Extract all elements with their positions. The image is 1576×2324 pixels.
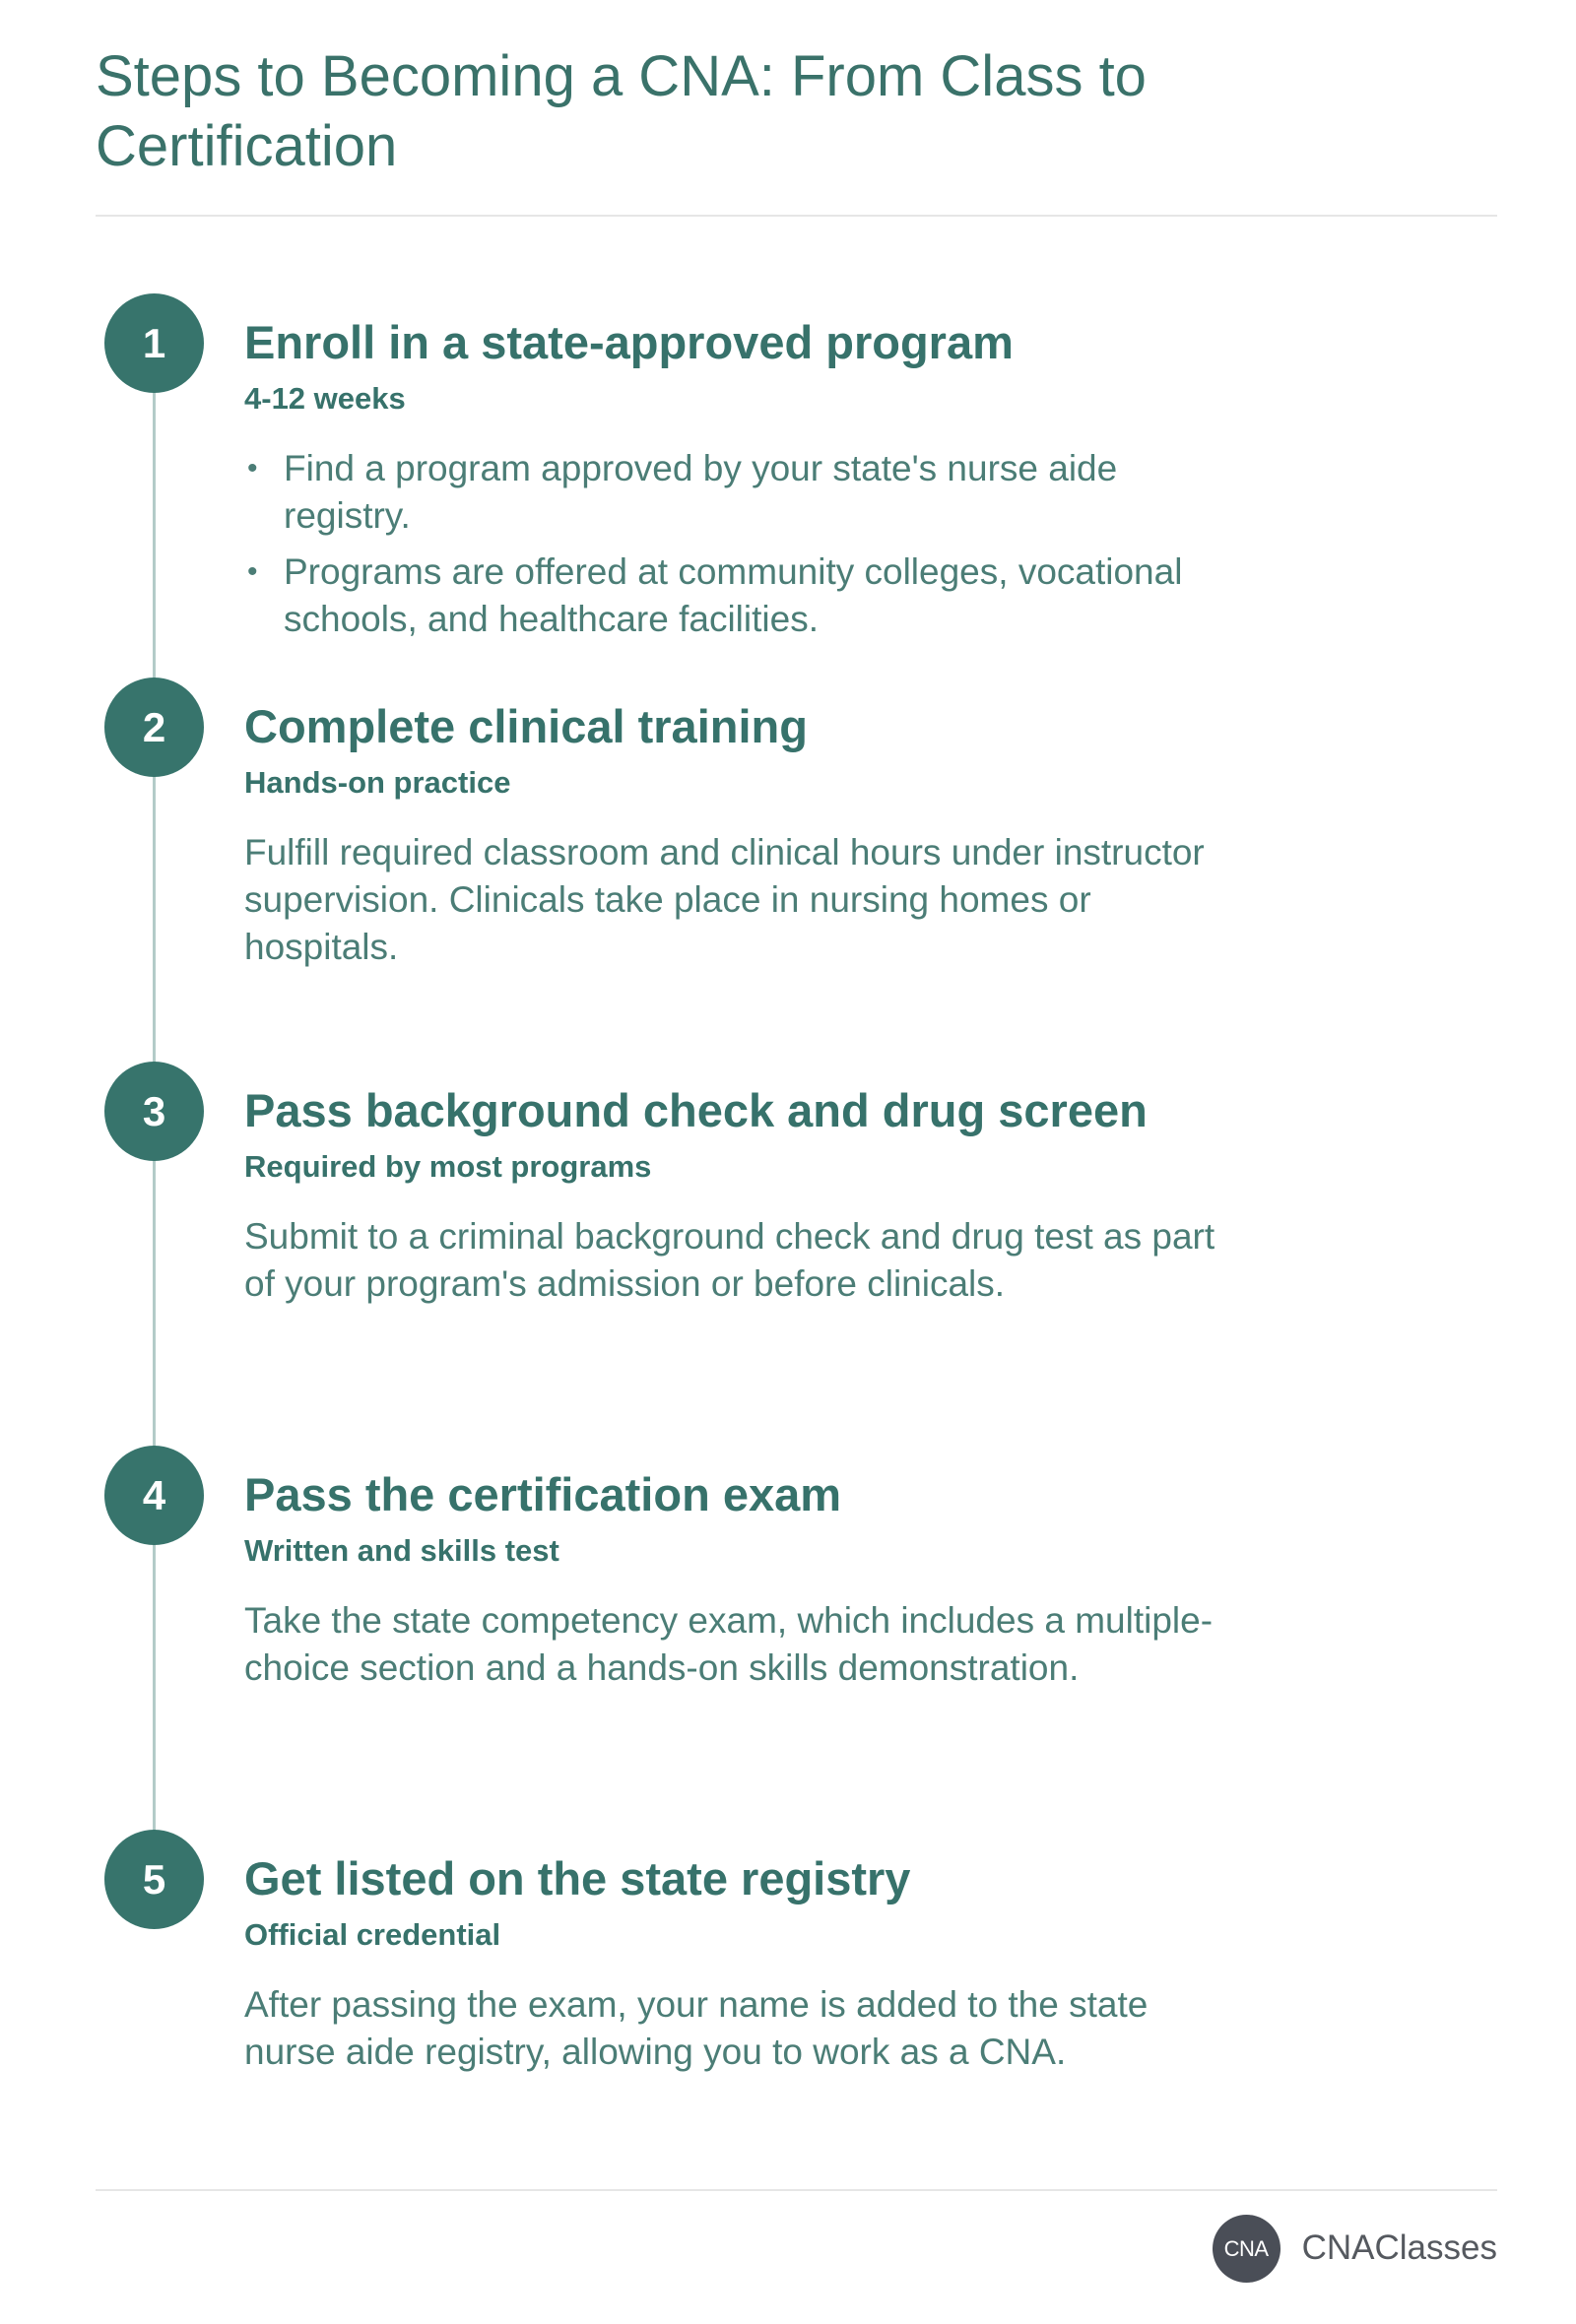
- step-description: Submit to a criminal background check and drug test as part of your program's admission or before clinicals.: [244, 1216, 1215, 1304]
- footer-brand: [1213, 2214, 1497, 2283]
- header-divider: [96, 215, 1497, 217]
- step-subtitle: Hands-on practice: [244, 765, 511, 800]
- step-number-badge: 3: [104, 1062, 204, 1161]
- step-description: Fulfill required classroom and clinical hours under instructor supervision. Clinicals take place in nursing homes or hospitals.: [244, 832, 1205, 967]
- brand-logo-icon: CNA: [1213, 2215, 1280, 2283]
- step-number-badge: 1: [104, 293, 204, 393]
- step-title: Get listed on the state registry: [244, 1852, 911, 1904]
- step-subtitle: Official credential: [244, 1917, 501, 1952]
- step-duration: 4-12 weeks: [244, 381, 406, 416]
- step-subtitle: Written and skills test: [244, 1533, 559, 1568]
- step-number-badge: 5: [104, 1830, 204, 1929]
- step-description: After passing the exam, your name is added to the state nurse aide registry, allowing you to work as a CNA.: [244, 1984, 1149, 2072]
- bullet-item: [244, 549, 1239, 643]
- step-subtitle: Required by most programs: [244, 1149, 652, 1184]
- bullet-dot-icon: •: [247, 452, 258, 484]
- step-number-badge: 2: [104, 678, 204, 777]
- page-title: Steps to Becoming a CNA: From Class to Certification: [96, 44, 1147, 178]
- step-bullet-list: [244, 445, 1239, 652]
- brand-name: CNAClasses: [1301, 2228, 1497, 2267]
- bullet-dot-icon: •: [247, 555, 258, 588]
- step-title: Pass background check and drug screen: [244, 1084, 1148, 1136]
- bullet-item: [244, 445, 1239, 540]
- step-number-badge: 4: [104, 1446, 204, 1545]
- bullet-text: Programs are offered at community colleges, vocational schools, and healthcare facilities.: [284, 551, 1183, 639]
- step-title: Enroll in a state-approved program: [244, 316, 1014, 368]
- step-description: Take the state competency exam, which includes a multiple-choice section and a hands-on skills demonstration.: [244, 1600, 1214, 1688]
- footer-divider: [96, 2189, 1497, 2191]
- step-title: Complete clinical training: [244, 700, 808, 752]
- step-title: Pass the certification exam: [244, 1468, 842, 1520]
- bullet-text: Find a program approved by your state's nurse aide registry.: [284, 448, 1118, 536]
